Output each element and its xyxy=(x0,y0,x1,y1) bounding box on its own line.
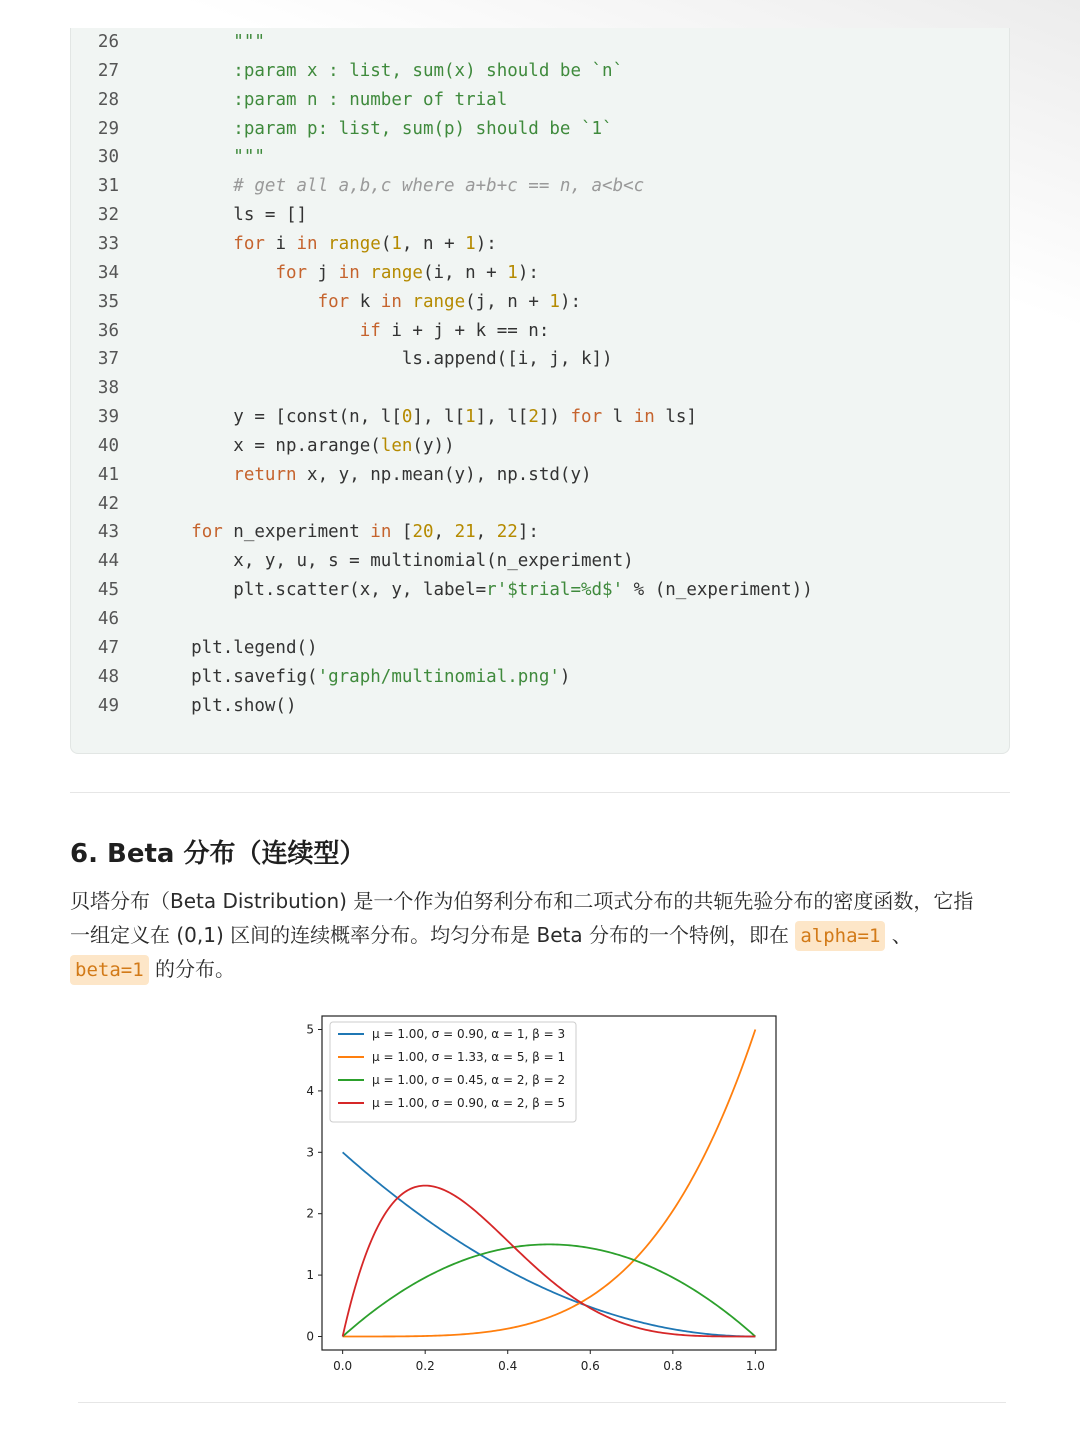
beta-distribution-chart xyxy=(290,1000,790,1390)
code-line xyxy=(71,57,623,86)
code-token: 'graph/multinomial.png' xyxy=(317,666,560,687)
code-token: ): xyxy=(517,262,539,283)
code-token: 21 xyxy=(454,522,476,543)
code-token: # get all a,b,c where a+b+c == n, a<b<c xyxy=(233,176,645,197)
x-tick-label: 0.4 xyxy=(498,1359,518,1373)
code-token: , n + xyxy=(401,233,466,254)
code-token xyxy=(149,321,360,341)
code-token: x = np.arange( xyxy=(149,435,381,456)
code-token: 1 xyxy=(465,407,476,428)
code-token: """ xyxy=(233,147,265,168)
code-token xyxy=(149,292,318,312)
code-token: [ xyxy=(391,522,413,543)
code-line xyxy=(71,432,455,461)
code-token xyxy=(149,147,233,167)
x-tick-label: 0.8 xyxy=(663,1359,683,1373)
bottom-divider xyxy=(78,1402,1006,1403)
line-number: 49 xyxy=(97,695,119,716)
code-token xyxy=(149,465,233,485)
y-tick-label: 1 xyxy=(306,1268,314,1283)
code-token: (y)) xyxy=(412,435,455,456)
line-number: 27 xyxy=(97,60,119,81)
code-token: , xyxy=(475,522,497,543)
line-number: 39 xyxy=(97,407,119,428)
y-tick-label: 4 xyxy=(306,1083,314,1098)
code-line xyxy=(71,605,149,634)
code-token: in xyxy=(633,407,655,428)
paragraph-text: 、 xyxy=(885,923,912,947)
code-token: 1 xyxy=(465,233,476,254)
code-token: ]: xyxy=(517,522,539,543)
y-tick-label: 3 xyxy=(306,1145,314,1160)
code-token xyxy=(149,522,191,542)
code-line xyxy=(71,490,149,519)
line-number: 36 xyxy=(97,320,119,341)
code-token: ): xyxy=(475,233,497,254)
code-token: 22 xyxy=(496,522,518,543)
code-token: j xyxy=(307,262,339,283)
code-line xyxy=(71,28,265,57)
section-heading: 6. Beta 分布（连续型） xyxy=(70,839,366,869)
inline-code-alpha: alpha=1 xyxy=(795,921,885,951)
line-number: 41 xyxy=(97,464,119,485)
code-token: plt.scatter(x, y, label= xyxy=(149,580,487,601)
x-tick-label: 0.2 xyxy=(415,1359,435,1373)
code-token xyxy=(360,263,371,283)
line-number: 28 xyxy=(97,89,119,110)
code-token: ls] xyxy=(654,407,697,428)
code-line xyxy=(71,288,581,317)
code-line xyxy=(71,547,634,576)
code-line xyxy=(71,201,307,230)
code-token: in xyxy=(296,233,318,254)
code-token: ]) xyxy=(538,407,571,428)
line-number: 37 xyxy=(97,349,119,370)
code-token: ): xyxy=(559,291,582,312)
code-token: range xyxy=(412,291,466,312)
code-token: plt.savefig( xyxy=(149,666,318,687)
code-token: in xyxy=(380,291,402,312)
y-tick-label: 0 xyxy=(306,1329,314,1344)
code-token: """ xyxy=(233,32,265,52)
y-tick-label: 2 xyxy=(306,1206,314,1221)
code-token: ], l[ xyxy=(412,407,466,428)
code-token: range xyxy=(328,233,381,254)
code-token: l xyxy=(602,407,634,428)
code-token: for xyxy=(191,522,223,543)
line-number: 47 xyxy=(97,637,119,658)
code-token xyxy=(149,234,233,254)
code-token: ls = [] xyxy=(149,205,308,226)
code-token: 1 xyxy=(391,233,402,254)
code-token: plt.show() xyxy=(149,695,297,716)
code-line xyxy=(71,172,644,201)
code-line xyxy=(71,518,539,547)
legend-label: μ = 1.00, σ = 1.33, α = 5, β = 1 xyxy=(372,1050,566,1064)
code-line xyxy=(71,230,497,259)
code-token: in xyxy=(338,262,360,283)
code-token: y = [const(n, l[ xyxy=(149,407,402,428)
code-token: ], l[ xyxy=(475,407,529,428)
code-line xyxy=(71,317,549,346)
paragraph-line-2 xyxy=(70,918,1010,952)
code-token: , xyxy=(433,522,455,543)
code-token xyxy=(149,61,233,81)
code-token: :param p: list, sum(p) should be `1` xyxy=(233,118,613,139)
code-token xyxy=(149,119,233,139)
code-token: for xyxy=(317,291,350,312)
line-number: 38 xyxy=(97,378,119,399)
line-number: 40 xyxy=(97,435,119,456)
y-tick-label: 5 xyxy=(306,1022,314,1037)
code-token: x, y, u, s = multinomial(n_experiment) xyxy=(149,551,634,572)
code-line xyxy=(71,115,613,144)
legend-label: μ = 1.00, σ = 0.45, α = 2, β = 2 xyxy=(372,1073,566,1087)
code-token: r'$trial=%d$' xyxy=(486,580,624,601)
line-number: 43 xyxy=(97,522,119,543)
section-divider xyxy=(70,792,1010,793)
code-token: i xyxy=(264,233,297,254)
line-number: 44 xyxy=(97,551,119,572)
line-number: 29 xyxy=(97,118,119,139)
code-line xyxy=(71,663,570,692)
code-token: for xyxy=(275,262,308,283)
line-number: 35 xyxy=(97,291,119,312)
code-token: return xyxy=(233,464,297,485)
code-token xyxy=(149,32,233,52)
code-token: 1 xyxy=(507,262,518,283)
line-number: 30 xyxy=(97,147,119,168)
code-line xyxy=(71,692,297,721)
code-token: ls.append([i, j, k]) xyxy=(149,349,613,370)
code-token: ) xyxy=(559,666,571,687)
x-tick-label: 1.0 xyxy=(745,1359,765,1373)
code-token: plt.legend() xyxy=(149,637,318,658)
code-token: 2 xyxy=(528,407,539,428)
line-number: 46 xyxy=(97,609,119,629)
chart-svg xyxy=(290,1000,790,1390)
code-token: for xyxy=(570,407,603,428)
line-number: 32 xyxy=(97,205,119,226)
code-token xyxy=(149,176,233,196)
code-token: :param n : number of trial xyxy=(233,89,508,110)
code-line xyxy=(71,86,507,115)
code-line xyxy=(71,634,318,663)
inline-code-beta: beta=1 xyxy=(70,955,149,985)
paragraph-text: 一组定义在 (0,1) 区间的连续概率分布。均匀分布是 Beta 分布的一个特例，即在 xyxy=(70,923,796,947)
code-token: % (n_experiment)) xyxy=(623,580,813,601)
code-token: ( xyxy=(380,233,392,254)
legend-label: μ = 1.00, σ = 0.90, α = 1, β = 3 xyxy=(372,1027,566,1041)
code-line xyxy=(71,576,813,605)
paragraph-text: 的分布。 xyxy=(148,957,235,981)
line-number: 26 xyxy=(97,32,119,52)
code-token: n_experiment xyxy=(222,522,371,543)
code-token xyxy=(149,90,233,110)
line-number: 42 xyxy=(97,493,119,514)
code-token: 0 xyxy=(401,407,413,428)
line-number: 31 xyxy=(97,176,119,197)
paragraph-line-1 xyxy=(70,884,1010,918)
code-token: x, y, np.mean(y), np.std(y) xyxy=(296,464,592,485)
code-line xyxy=(71,374,149,403)
code-line xyxy=(71,461,592,490)
code-token: len xyxy=(380,435,413,456)
code-token xyxy=(318,234,329,254)
code-token: k xyxy=(349,291,381,312)
x-tick-label: 0.6 xyxy=(580,1359,600,1373)
x-tick-label: 0.0 xyxy=(333,1359,353,1373)
code-line xyxy=(71,259,539,288)
line-number: 33 xyxy=(97,233,119,254)
code-token: 1 xyxy=(549,291,560,312)
code-line xyxy=(71,403,697,432)
code-line xyxy=(71,345,613,374)
code-token: if xyxy=(359,320,381,341)
paragraph-line-3 xyxy=(70,952,1010,986)
code-token: for xyxy=(233,233,265,254)
line-number: 45 xyxy=(97,580,119,601)
code-block xyxy=(70,28,1010,754)
line-number: 34 xyxy=(97,262,119,283)
code-token: range xyxy=(370,262,423,283)
legend-label: μ = 1.00, σ = 0.90, α = 2, β = 5 xyxy=(372,1096,566,1110)
code-token: i + j + k == n: xyxy=(380,320,550,341)
code-token: (j, n + xyxy=(465,291,550,312)
paragraph-text: 贝塔分布（Beta Distribution) 是一个作为伯努利分布和二项式分布的共轭先验分布的密度函数，它指 xyxy=(70,889,974,913)
code-token xyxy=(149,263,275,283)
code-token: :param x : list, sum(x) should be `n` xyxy=(233,60,624,81)
code-token xyxy=(402,292,413,312)
code-line xyxy=(71,143,265,172)
code-token: in xyxy=(370,522,392,543)
line-number: 48 xyxy=(97,666,119,687)
code-token: 20 xyxy=(412,522,434,543)
code-token: (i, n + xyxy=(422,262,508,283)
